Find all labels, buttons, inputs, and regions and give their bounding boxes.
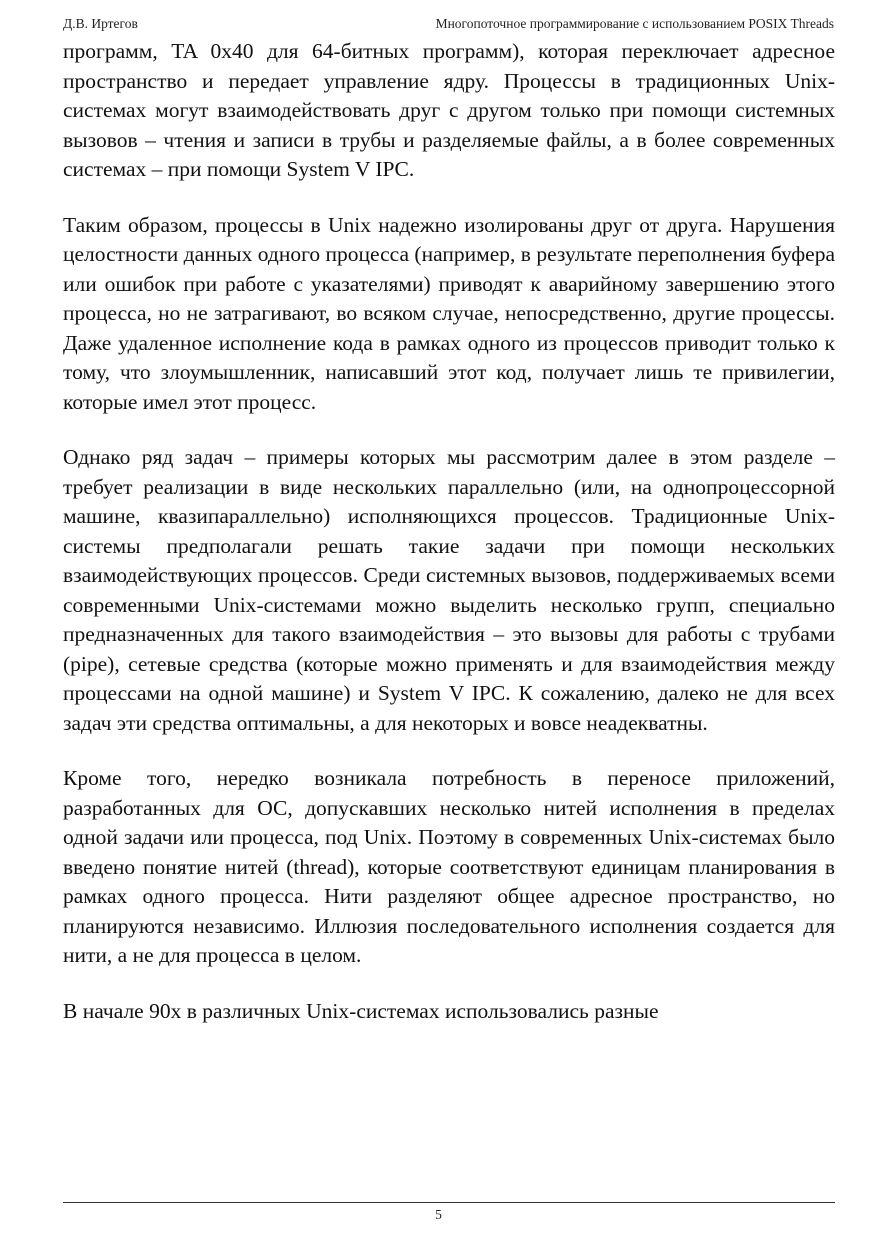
page-body	[63, 37, 835, 1026]
header-book-title: Многопоточное программирование с использованием POSIX Threads	[435, 16, 834, 31]
running-header	[63, 14, 834, 34]
page-number: 5	[435, 1207, 442, 1222]
paragraph: программ, TA 0x40 для 64-битных программ), которая переключает адресное пространство и передает управление ядру. Процессы в традиционных Unix-системах могут взаимодействовать друг с другом только при помощи системных вызовов – чтения и записи в трубы и разделяемые файлы, а в более современных системах – при помощи System V IPC.	[63, 39, 835, 181]
paragraph: В начале 90х в различных Unix-системах использовались разные	[63, 998, 659, 1023]
paragraph: Однако ряд задач – примеры которых мы рассмотрим далее в этом разделе – требует реализации в виде нескольких параллельно (или, на однопроцессорной машине, квазипараллельно) исполняющихся процессов. Традиционные Unix-системы предполагали решать такие задачи при помощи нескольких взаимодействующих процессов. Среди системных вызовов, поддерживаемых всеми современными Unix-системами можно выделить несколько групп, специально предназначенных для такого взаимодействия – это вызовы для работы с трубами (pipe), сетевые средства (которые можно применять и для взаимодействия между процессами на одной машине) и System V IPC. К сожалению, далеко не для всех задач эти средства оптимальны, а для некоторых и вовсе неадекватны.	[63, 445, 835, 735]
footer-divider	[63, 1202, 835, 1203]
paragraph: Кроме того, нередко возникала потребность в переносе приложений, разработанных для ОС, допускавших несколько нитей исполнения в пределах одной задачи или процесса, под Unix. Поэтому в современных Unix-системах было введено понятие нитей (thread), которые соответствуют единицам планирования в рамках одного процесса. Нити разделяют общее адресное пространство, но планируются независимо. Иллюзия последовательного исполнения создается для нити, а не для процесса в целом.	[63, 766, 835, 967]
header-author: Д.В. Иртегов	[63, 16, 138, 31]
paragraph: Таким образом, процессы в Unix надежно изолированы друг от друга. Нарушения целостности данных одного процесса (например, в результате переполнения буфера или ошибок при работе с указателями) приводят к аварийному завершению этого процесса, но не затрагивают, во всяком случае, непосредственно, другие процессы. Даже удаленное исполнение кода в рамках одного из процессов приводит только к тому, что злоумышленник, написавший этот код, получает лишь те привилегии, которые имел этот процесс.	[63, 212, 835, 414]
